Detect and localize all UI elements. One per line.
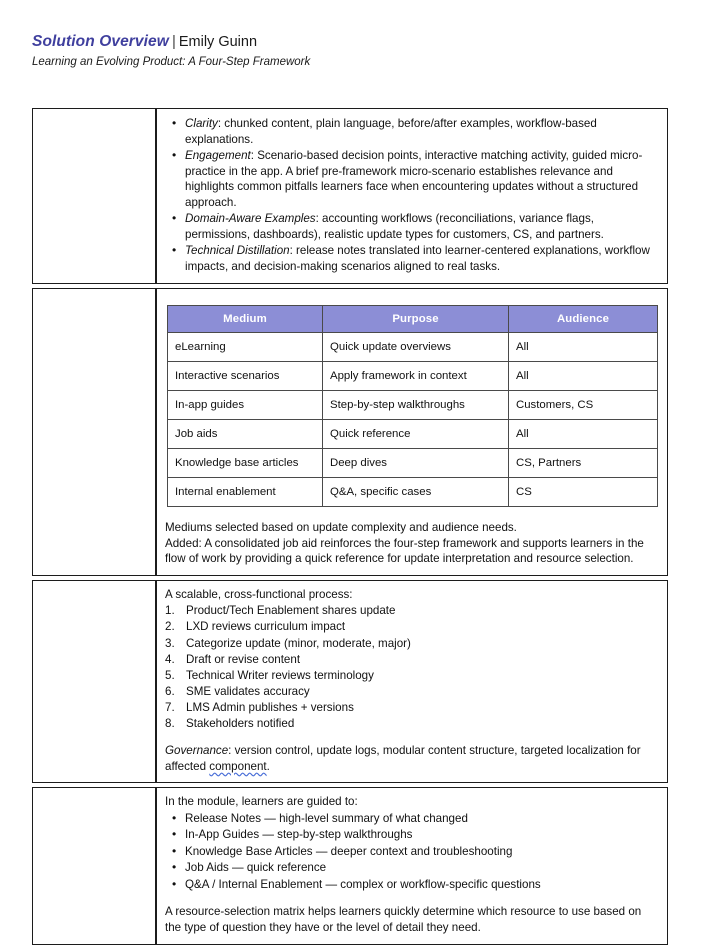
cell-purpose: Q&A, specific cases	[323, 478, 509, 507]
list-item: Product/Tech Enablement shares update	[186, 604, 396, 618]
table-row-resource-ecosystem	[32, 787, 668, 944]
row-body-content-strategy	[156, 108, 668, 284]
column-header-audience: Audience	[509, 306, 658, 333]
table-row	[168, 449, 658, 478]
table-row-content-strategy	[32, 108, 668, 284]
cell-purpose: Quick reference	[323, 420, 509, 449]
table-row-medium-types	[32, 288, 668, 576]
bullet-text: : accounting workflows (reconciliations, variance flags, permissions, dashboards), realistic update types for customers, CS, and partners.	[185, 212, 604, 241]
list-item: • Knowledge Base Articles — deeper context and troubleshooting	[185, 844, 658, 860]
governance-tail: .	[266, 759, 270, 773]
workflow-lead-text: A scalable, cross-functional process:	[165, 587, 353, 601]
cell-purpose: Apply framework in context	[323, 362, 509, 391]
table-row	[168, 420, 658, 449]
bullet-text: : Scenario-based decision points, interactive matching activity, guided micro-practice in the app. A brief pre-framework micro-scenario establishes relevance and highlights common pitfalls learners face when encountering updates without a structured approach.	[185, 149, 643, 209]
cell-audience: Customers, CS	[509, 391, 658, 420]
row-body-resource-ecosystem	[156, 787, 668, 944]
ecosystem-lead-text: In the module, learners are guided to:	[165, 795, 358, 809]
row-label-update-workflow: Update Workflow	[32, 580, 156, 783]
cell-medium: Internal enablement	[168, 478, 323, 507]
list-item	[185, 211, 658, 242]
bullet-term: Engagement	[185, 149, 251, 163]
list-item: • In-App Guides — step-by-step walkthroughs	[185, 827, 658, 843]
ecosystem-closing-text: A resource-selection matrix helps learners quickly determine which resource to use based on the type of question they have or the level of detail they need.	[165, 905, 642, 934]
cell-medium: eLearning	[168, 333, 323, 362]
list-item: • Job Aids — quick reference	[185, 860, 658, 876]
list-item: Stakeholders notified	[186, 716, 295, 730]
framework-table	[32, 108, 668, 945]
cell-medium: Interactive scenarios	[168, 362, 323, 391]
medium-table-header-row	[168, 306, 658, 333]
table-row	[168, 333, 658, 362]
list-item: • Release Notes — high-level summary of what changed	[185, 811, 658, 827]
list-item	[185, 148, 658, 210]
row-label-content-strategy: Content Strategy	[32, 108, 156, 284]
governance-term: Governance	[165, 744, 229, 758]
list-item	[185, 243, 658, 274]
update-workflow-step-list	[165, 603, 658, 731]
content-strategy-bullet-list	[165, 116, 658, 274]
cell-audience: CS, Partners	[509, 449, 658, 478]
list-item: Draft or revise content	[186, 652, 301, 666]
cell-audience: All	[509, 333, 658, 362]
cell-audience: CS	[509, 478, 658, 507]
title-author-name: Emily Guinn	[178, 34, 258, 50]
row-label-resource-ecosystem: Resource Ecosystem	[32, 787, 156, 944]
bullet-text: : chunked content, plain language, before/after examples, workflow-based explanations.	[185, 117, 597, 146]
governance-text: : version control, update logs, modular content structure, targeted localization for affected	[165, 744, 641, 773]
cell-purpose: Step-by-step walkthroughs	[323, 391, 509, 420]
list-item: LXD reviews curriculum impact	[186, 620, 346, 634]
cell-audience: All	[509, 362, 658, 391]
table-row	[168, 362, 658, 391]
table-row-update-workflow	[32, 580, 668, 783]
list-item: • Q&A / Internal Enablement — complex or workflow-specific questions	[185, 877, 658, 893]
cell-audience: All	[509, 420, 658, 449]
list-item: SME validates accuracy	[186, 684, 310, 698]
column-header-medium: Medium	[168, 306, 323, 333]
document-header	[32, 33, 652, 68]
medium-types-table	[167, 305, 658, 507]
page-title	[32, 33, 652, 51]
list-item: Technical Writer reviews terminology	[186, 668, 374, 682]
grammar-flagged-word[interactable]: component	[209, 759, 267, 773]
column-header-purpose: Purpose	[323, 306, 509, 333]
cell-medium: Knowledge base articles	[168, 449, 323, 478]
table-row	[168, 391, 658, 420]
governance-note	[165, 743, 658, 774]
title-main-text: Solution Overview	[32, 33, 169, 50]
list-item	[185, 116, 658, 147]
medium-table-wrapper	[165, 295, 658, 507]
footnote-line-1: Mediums selected based on update complexity and audience needs.	[165, 521, 517, 535]
footnote-line-2: Added: A consolidated job aid reinforces the four-step framework and supports learners in the flow of work by providing a quick reference for update interpretation and resource selection.	[165, 536, 644, 566]
bullet-term: Domain-Aware Examples	[185, 212, 316, 226]
row-label-medium-types: Medium Types	[32, 288, 156, 576]
resource-ecosystem-bullet-list	[165, 811, 658, 893]
cell-medium: Job aids	[168, 420, 323, 449]
title-separator: |	[171, 33, 176, 50]
medium-types-footnote	[165, 520, 658, 567]
bullet-term: Technical Distillation	[185, 244, 290, 258]
cell-purpose: Deep dives	[323, 449, 509, 478]
row-body-update-workflow	[156, 580, 668, 783]
page-subtitle: Learning an Evolving Product: A Four-Step Framework	[32, 56, 311, 69]
row-body-medium-types	[156, 288, 668, 576]
table-row	[168, 478, 658, 507]
cell-purpose: Quick update overviews	[323, 333, 509, 362]
bullet-text: : release notes translated into learner-centered explanations, workflow impacts, and decision-making scenarios aligned to real tasks.	[185, 244, 650, 273]
list-item: LMS Admin publishes + versions	[186, 700, 354, 714]
list-item: Categorize update (minor, moderate, major)	[186, 636, 411, 650]
cell-medium: In-app guides	[168, 391, 323, 420]
bullet-term: Clarity	[185, 117, 218, 130]
